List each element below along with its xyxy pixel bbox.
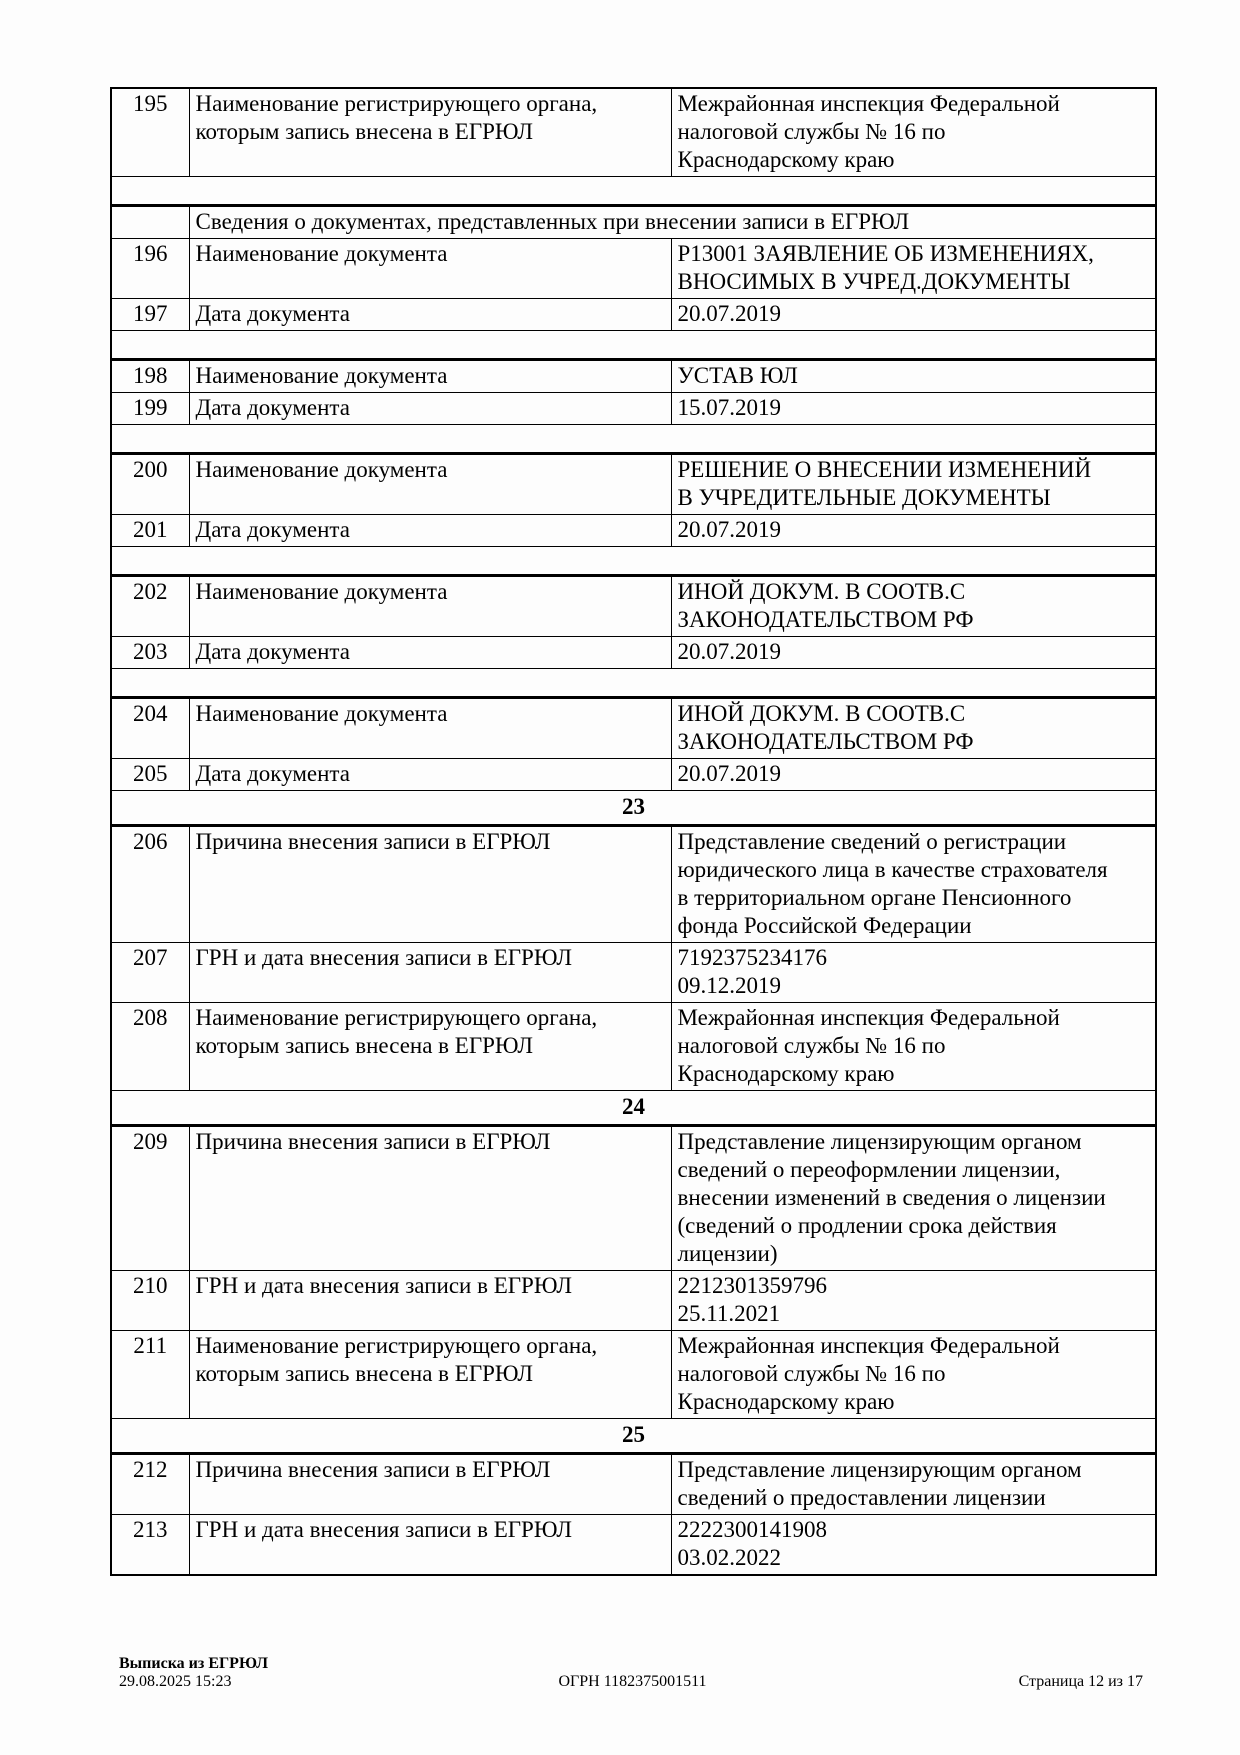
row-value: 20.07.2019 <box>671 759 1156 791</box>
table-row <box>111 1271 1156 1331</box>
row-value: Межрайонная инспекция Федеральной налоговой службы № 16 по Краснодарскому краю <box>671 1331 1156 1419</box>
spacer-row <box>111 177 1156 206</box>
table-row <box>111 1454 1156 1515</box>
row-number: 199 <box>111 393 189 425</box>
spacer-cell <box>111 425 1156 454</box>
row-label: ГРН и дата внесения записи в ЕГРЮЛ <box>189 1271 671 1331</box>
table-row <box>111 1515 1156 1576</box>
table-row <box>111 239 1156 299</box>
row-number: 213 <box>111 1515 189 1576</box>
footer-ogrn: ОГРН 1182375001511 <box>558 1673 707 1690</box>
section-row <box>111 1419 1156 1454</box>
row-number: 206 <box>111 826 189 943</box>
spacer-cell <box>111 177 1156 206</box>
row-label: Причина внесения записи в ЕГРЮЛ <box>189 826 671 943</box>
row-value: ИНОЙ ДОКУМ. В СООТВ.С ЗАКОНОДАТЕЛЬСТВОМ РФ <box>671 698 1156 759</box>
table-row <box>111 1331 1156 1419</box>
table-row <box>111 88 1156 177</box>
section-number: 24 <box>111 1091 1156 1126</box>
table-row <box>111 698 1156 759</box>
section-number: 23 <box>111 791 1156 826</box>
egrul-table-body <box>111 88 1156 1575</box>
row-value: Межрайонная инспекция Федеральной налоговой службы № 16 по Краснодарскому краю <box>671 1003 1156 1091</box>
table-row <box>111 576 1156 637</box>
row-label: Дата документа <box>189 759 671 791</box>
spacer-row <box>111 331 1156 360</box>
row-value: Представление сведений о регистрации юридического лица в качестве страхователя в территориальном органе Пенсионного фонда Российской Федерации <box>671 826 1156 943</box>
subheader-row <box>111 206 1156 239</box>
row-number: 209 <box>111 1126 189 1271</box>
row-value: УСТАВ ЮЛ <box>671 360 1156 393</box>
footer-timestamp: 29.08.2025 15:23 <box>119 1673 232 1690</box>
spacer-row <box>111 547 1156 576</box>
row-value: 2212301359796 25.11.2021 <box>671 1271 1156 1331</box>
subheader-text: Сведения о документах, представленных при внесении записи в ЕГРЮЛ <box>189 206 1156 239</box>
row-label: Дата документа <box>189 393 671 425</box>
row-value: 20.07.2019 <box>671 515 1156 547</box>
row-value: 20.07.2019 <box>671 637 1156 669</box>
footer-page-number: Страница 12 из 17 <box>1018 1673 1143 1690</box>
row-number: 210 <box>111 1271 189 1331</box>
row-label: Причина внесения записи в ЕГРЮЛ <box>189 1454 671 1515</box>
table-row <box>111 393 1156 425</box>
row-label: ГРН и дата внесения записи в ЕГРЮЛ <box>189 943 671 1003</box>
table-row <box>111 637 1156 669</box>
row-label: Наименование регистрирующего органа, которым запись внесена в ЕГРЮЛ <box>189 1331 671 1419</box>
row-number: 203 <box>111 637 189 669</box>
row-label: Дата документа <box>189 299 671 331</box>
row-number: 197 <box>111 299 189 331</box>
section-row <box>111 791 1156 826</box>
row-label: Наименование документа <box>189 698 671 759</box>
row-number: 196 <box>111 239 189 299</box>
row-number: 204 <box>111 698 189 759</box>
spacer-row <box>111 425 1156 454</box>
row-number: 211 <box>111 1331 189 1419</box>
row-label: Дата документа <box>189 637 671 669</box>
table-row <box>111 515 1156 547</box>
spacer-row <box>111 669 1156 698</box>
spacer-cell <box>111 669 1156 698</box>
row-label: Наименование регистрирующего органа, которым запись внесена в ЕГРЮЛ <box>189 1003 671 1091</box>
row-number: 195 <box>111 88 189 177</box>
row-value: Представление лицензирующим органом сведений о предоставлении лицензии <box>671 1454 1156 1515</box>
row-number: 208 <box>111 1003 189 1091</box>
footer-doc-type: Выписка из ЕГРЮЛ <box>119 1655 269 1672</box>
row-label: Наименование документа <box>189 576 671 637</box>
spacer-cell <box>111 547 1156 576</box>
row-number: 201 <box>111 515 189 547</box>
egrul-table <box>110 87 1157 1576</box>
table-row <box>111 454 1156 515</box>
row-label: Причина внесения записи в ЕГРЮЛ <box>189 1126 671 1271</box>
row-value: 2222300141908 03.02.2022 <box>671 1515 1156 1576</box>
row-label: Наименование регистрирующего органа, которым запись внесена в ЕГРЮЛ <box>189 88 671 177</box>
row-value: Представление лицензирующим органом сведений о переоформлении лицензии, внесении изменений в сведения о лицензии (сведений о продлении срока действия лицензии) <box>671 1126 1156 1271</box>
row-number: 198 <box>111 360 189 393</box>
table-row <box>111 759 1156 791</box>
table-row <box>111 1126 1156 1271</box>
row-value: Р13001 ЗАЯВЛЕНИЕ ОБ ИЗМЕНЕНИЯХ, ВНОСИМЫХ В УЧРЕД.ДОКУМЕНТЫ <box>671 239 1156 299</box>
row-value: 7192375234176 09.12.2019 <box>671 943 1156 1003</box>
row-label: Наименование документа <box>189 239 671 299</box>
table-row <box>111 826 1156 943</box>
section-number: 25 <box>111 1419 1156 1454</box>
row-number <box>111 206 189 239</box>
row-label: Наименование документа <box>189 360 671 393</box>
table-row <box>111 1003 1156 1091</box>
table-row <box>111 360 1156 393</box>
row-value: Межрайонная инспекция Федеральной налоговой службы № 16 по Краснодарскому краю <box>671 88 1156 177</box>
table-row <box>111 943 1156 1003</box>
row-number: 202 <box>111 576 189 637</box>
row-number: 205 <box>111 759 189 791</box>
row-value: 15.07.2019 <box>671 393 1156 425</box>
table-row <box>111 299 1156 331</box>
row-number: 212 <box>111 1454 189 1515</box>
row-number: 200 <box>111 454 189 515</box>
row-number: 207 <box>111 943 189 1003</box>
row-value: ИНОЙ ДОКУМ. В СООТВ.С ЗАКОНОДАТЕЛЬСТВОМ РФ <box>671 576 1156 637</box>
section-row <box>111 1091 1156 1126</box>
row-label: Дата документа <box>189 515 671 547</box>
spacer-cell <box>111 331 1156 360</box>
row-value: 20.07.2019 <box>671 299 1156 331</box>
row-value: РЕШЕНИЕ О ВНЕСЕНИИ ИЗМЕНЕНИЙ В УЧРЕДИТЕЛЬНЫЕ ДОКУМЕНТЫ <box>671 454 1156 515</box>
row-label: Наименование документа <box>189 454 671 515</box>
row-label: ГРН и дата внесения записи в ЕГРЮЛ <box>189 1515 671 1576</box>
